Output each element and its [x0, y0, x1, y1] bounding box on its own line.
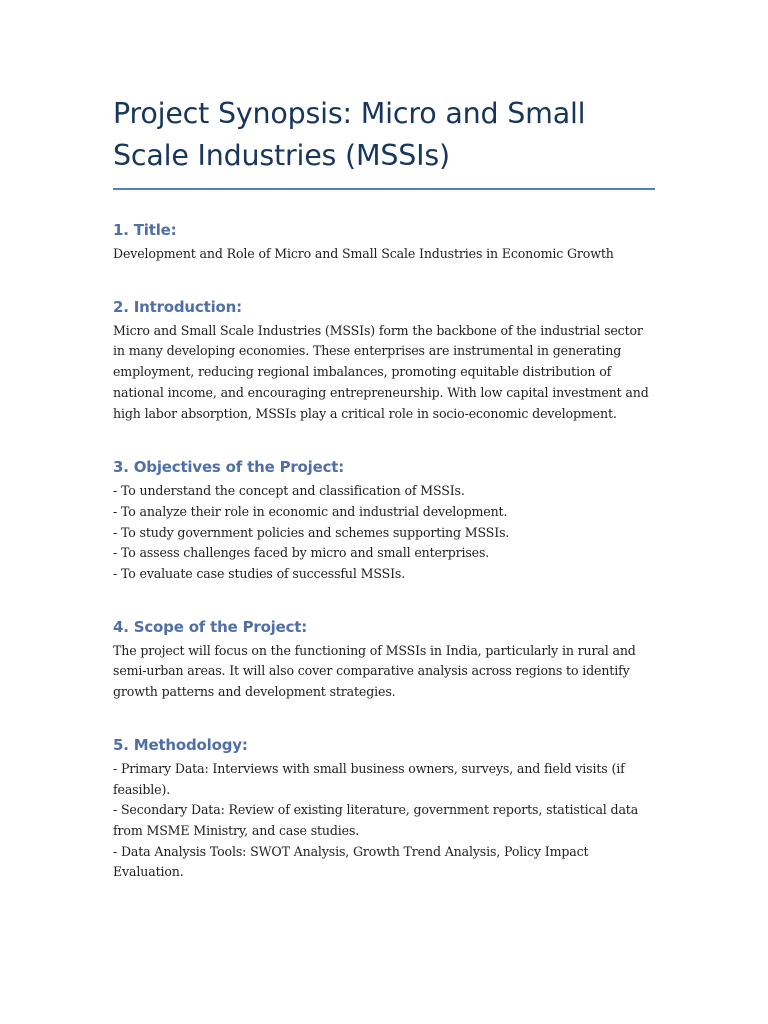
- list-item: - To assess challenges faced by micro and small enterprises.: [113, 545, 490, 561]
- list-item: - Data Analysis Tools: SWOT Analysis, Growth Trend Analysis, Policy Impact Evaluation.: [113, 843, 589, 880]
- list-item: - Primary Data: Interviews with small business owners, surveys, and field visits (if feasible).: [113, 760, 625, 797]
- list-item: - To study government policies and schemes supporting MSSIs.: [113, 524, 510, 540]
- list-item: - Secondary Data: Review of existing literature, government reports, statistical data from MSME Ministry, and case studies.: [113, 802, 639, 838]
- section-heading-title: 1. Title:: [113, 221, 177, 239]
- section-methodology: [113, 735, 655, 883]
- list-item: - To evaluate case studies of successful MSSIs.: [113, 566, 406, 582]
- section-heading-scope: 4. Scope of the Project:: [113, 617, 308, 636]
- document-page: [113, 93, 655, 883]
- list-item: - To analyze their role in economic and industrial development.: [113, 503, 508, 519]
- section-introduction: [113, 297, 655, 425]
- list-item: - To understand the concept and classification of MSSIs.: [113, 483, 465, 499]
- section-heading-introduction: 2. Introduction:: [113, 297, 242, 316]
- section-heading-objectives: 3. Objectives of the Project:: [113, 458, 345, 477]
- section-title: [113, 220, 655, 265]
- objectives-list: [113, 481, 655, 585]
- section-scope: [113, 617, 655, 703]
- title-underline: [113, 188, 655, 190]
- section-body-scope: The project will focus on the functioning of MSSIs in India, particularly in rural and semi-urban areas. It will also cover comparative analysis across regions to identify growth patterns and development strategies.: [113, 642, 636, 700]
- section-body-title: Development and Role of Micro and Small Scale Industries in Economic Growth: [113, 246, 614, 261]
- section-body-introduction: Micro and Small Scale Industries (MSSIs) form the backbone of the industrial sector in many developing economies. These enterprises are instrumental in generating employment, reducing regional imbalances, promoting equitable distribution of national income, and encouraging entrepreneurship. With low capital investment and high labor absorption, MSSIs play a critical role in socio-economic development.: [113, 322, 649, 421]
- methodology-list: [113, 759, 655, 883]
- document-title: Project Synopsis: Micro and Small Scale Industries (MSSIs): [113, 97, 586, 172]
- section-heading-methodology: 5. Methodology:: [113, 735, 248, 754]
- section-objectives: [113, 457, 655, 585]
